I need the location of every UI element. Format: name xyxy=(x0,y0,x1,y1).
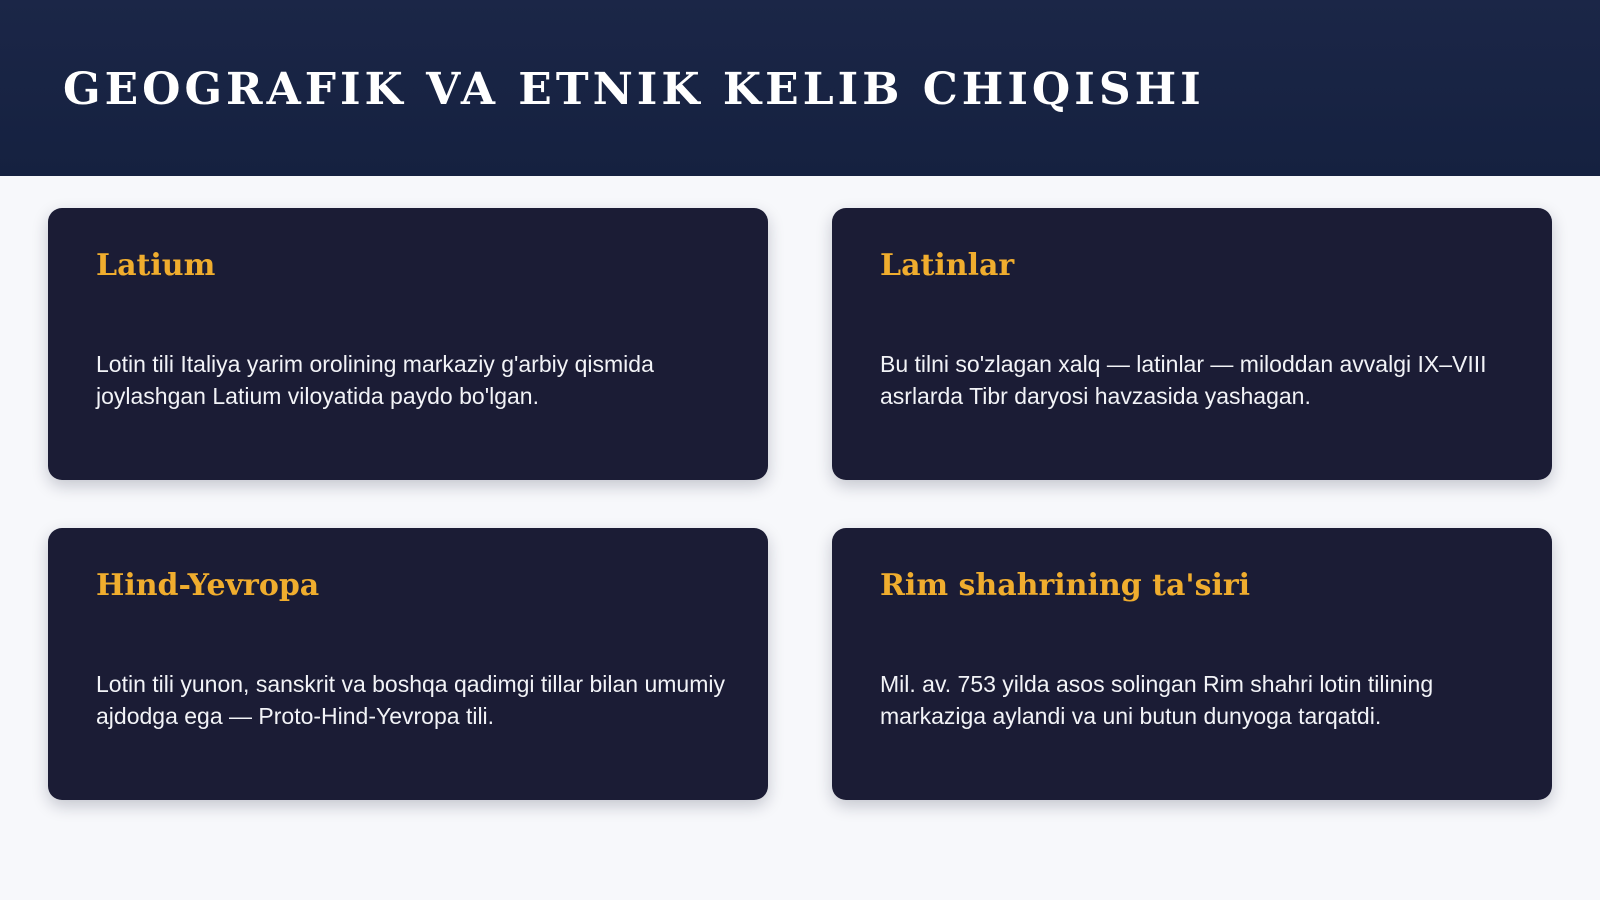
card-text: Bu tilni so'zlagan xalq — latinlar — miloddan avvalgi IX–VIII asrlarda Tibr daryosi havzasida yashagan. xyxy=(880,351,1487,409)
page-title: GEOGRAFIK VA ETNIK KELIB CHIQISHI xyxy=(63,64,1205,115)
info-card-latium xyxy=(48,208,768,480)
card-text: Lotin tili Italiya yarim orolining markaziy g'arbiy qismida joylashgan Latium viloyatida paydo bo'lgan. xyxy=(96,351,654,409)
card-title: Latinlar xyxy=(880,248,1015,283)
info-card-rim-shahri xyxy=(832,528,1552,800)
info-card-hind-yevropa xyxy=(48,528,768,800)
header-bar xyxy=(0,0,1600,176)
card-text: Mil. av. 753 yilda asos solingan Rim shahri lotin tilining markaziga aylandi va uni butun dunyoga tarqatdi. xyxy=(880,671,1434,729)
card-title: Hind-Yevropa xyxy=(96,568,320,603)
card-title: Rim shahrining ta'siri xyxy=(880,568,1251,603)
info-card-latinlar xyxy=(832,208,1552,480)
card-title: Latium xyxy=(96,248,216,283)
card-text: Lotin tili yunon, sanskrit va boshqa qadimgi tillar bilan umumiy ajdodga ega — Proto-Hind-Yevropa tili. xyxy=(96,671,725,729)
